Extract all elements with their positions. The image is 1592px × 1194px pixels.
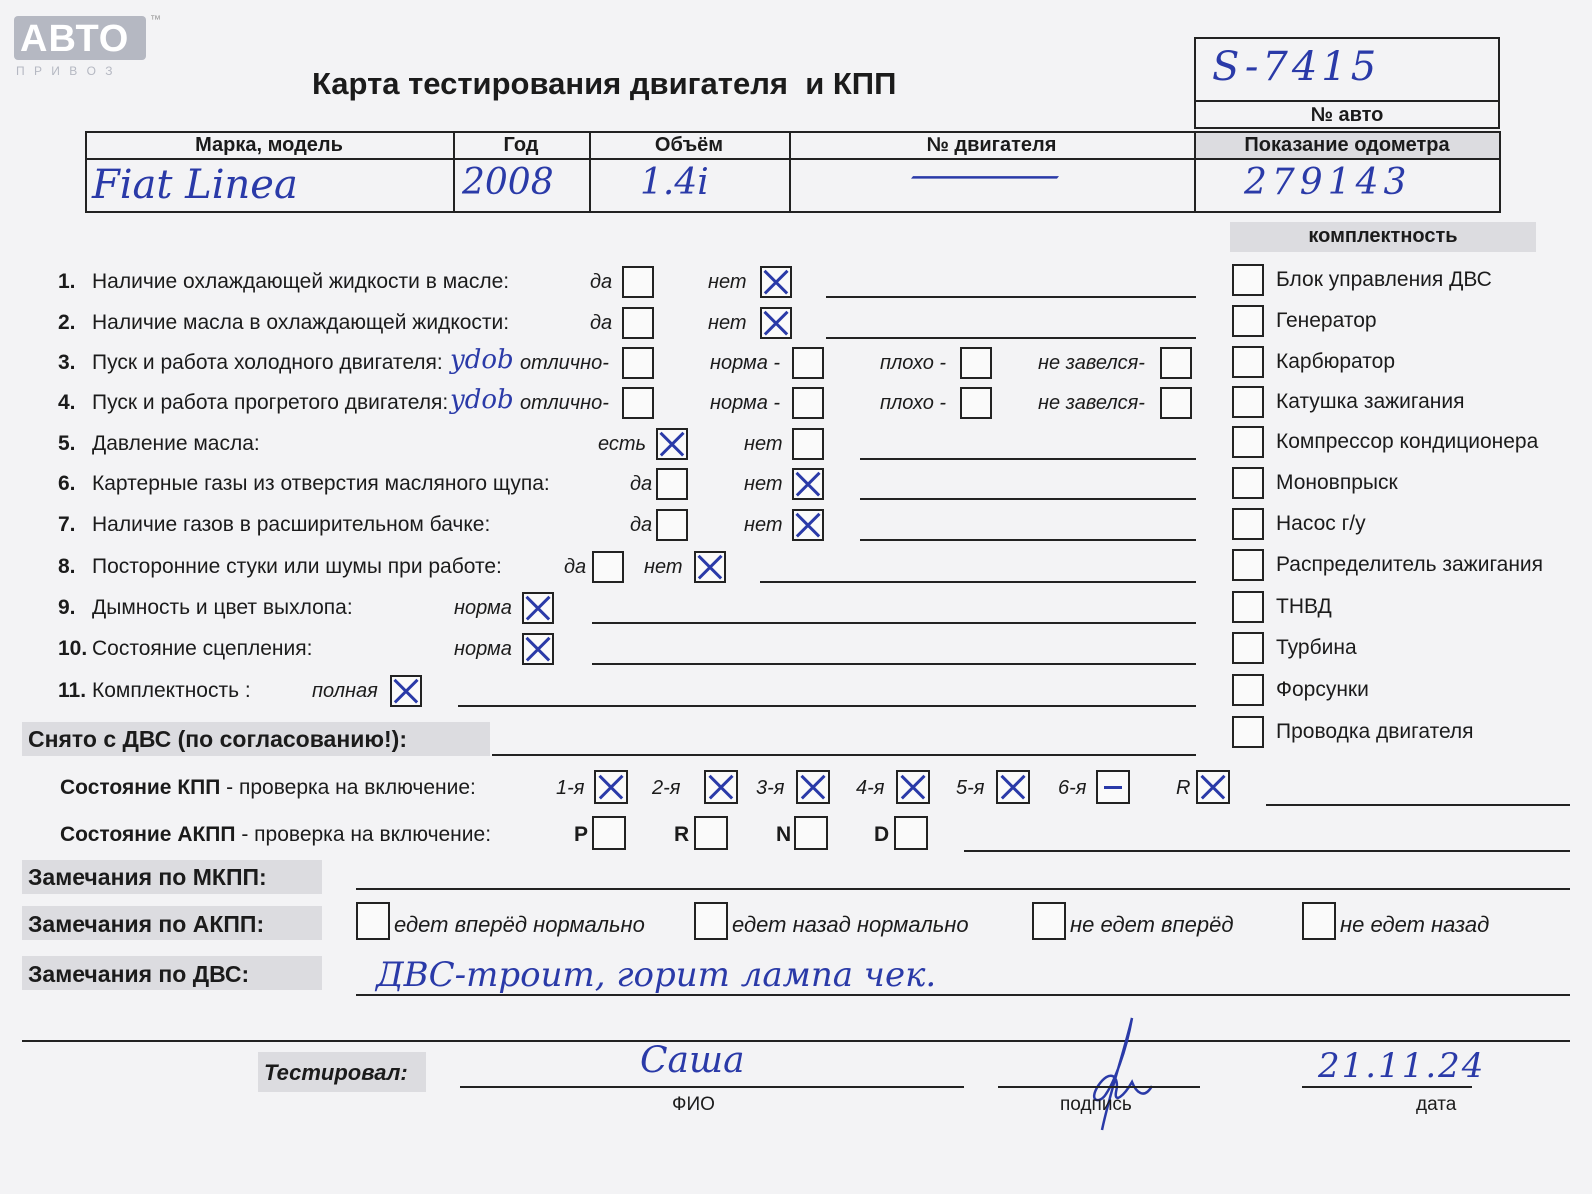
odometer-value: 279143 — [1244, 162, 1412, 203]
akpp-mode-label: P — [574, 823, 589, 846]
akpp-remark-checkbox[interactable] — [1032, 902, 1066, 940]
question-option-label: не завелся- — [1038, 392, 1145, 414]
logo — [14, 16, 146, 60]
akpp-remark-label: едет назад нормально — [732, 912, 969, 937]
akpp-remark-checkbox[interactable] — [694, 902, 728, 940]
fio-value: Саша — [640, 1040, 745, 1081]
remarks-mkpp-label: Замечания по МКПП: — [28, 864, 267, 890]
question-answer-line — [592, 622, 1196, 624]
logo-tm: ™ — [150, 14, 161, 26]
fio-label: ФИО — [672, 1094, 715, 1115]
question-option-checkbox[interactable] — [622, 266, 654, 298]
question-number: 5. — [58, 432, 76, 455]
question-number: 4. — [58, 391, 76, 414]
col-make-model: Марка, модель — [195, 134, 343, 156]
completeness-checkbox[interactable] — [1232, 591, 1264, 623]
completeness-checkbox[interactable] — [1232, 508, 1264, 540]
question-option-label: да — [630, 514, 653, 536]
question-option-checkbox[interactable] — [622, 387, 654, 419]
remarks-dvs-text: ДВС-троит, горит лампа чек. — [376, 955, 937, 995]
question-option-label: да — [630, 473, 653, 495]
kpp-gear-label: 3-я — [756, 777, 785, 799]
tested-label: Тестировал: — [264, 1060, 408, 1085]
col-year: Год — [503, 134, 539, 156]
question-number: 7. — [58, 513, 76, 536]
completeness-checkbox[interactable] — [1232, 674, 1264, 706]
completeness-item-label: Блок управления ДВС — [1276, 268, 1492, 291]
completeness-item-label: Карбюратор — [1276, 350, 1396, 373]
akpp-mode-label: R — [674, 823, 690, 846]
question-option-checkbox[interactable] — [622, 307, 654, 339]
date-label: дата — [1416, 1094, 1457, 1115]
kpp-label: Состояние КПП - проверка на включение: — [60, 776, 476, 799]
question-number: 3. — [58, 351, 76, 374]
question-number: 11. — [58, 679, 87, 702]
col-engine-number: № двигателя — [926, 134, 1057, 156]
question-number: 10. — [58, 637, 88, 660]
completeness-item-label: Катушка зажигания — [1276, 390, 1465, 413]
akpp-mode-label: D — [874, 823, 890, 846]
question-option-checkbox[interactable] — [694, 551, 726, 583]
date-value: 21.11.24 — [1318, 1046, 1486, 1086]
removed-label: Снято с ДВС (по согласованию!): — [28, 726, 407, 752]
question-option-label: да — [590, 271, 613, 293]
question-option-label: да — [590, 312, 613, 334]
question-option-checkbox[interactable] — [592, 551, 624, 583]
kpp-gear-label: 4-я — [856, 777, 885, 799]
page-title: Карта тестирования двигателя и КПП — [312, 66, 897, 101]
question-option-checkbox[interactable] — [390, 675, 422, 707]
signature — [1040, 1012, 1180, 1142]
question-option-label: нет — [644, 556, 683, 578]
completeness-item-label: ТНВД — [1276, 595, 1332, 618]
akpp-remark-checkbox[interactable] — [1302, 902, 1336, 940]
question-answer-line — [826, 337, 1196, 339]
question-text: Наличие охлаждающей жидкости в масле: — [92, 270, 510, 293]
question-option-label: да — [564, 556, 587, 578]
akpp-remark-label: едет вперёд нормально — [394, 912, 645, 937]
completeness-checkbox[interactable] — [1232, 632, 1264, 664]
completeness-checkbox[interactable] — [1232, 467, 1264, 499]
signature-label: подпись — [1060, 1094, 1132, 1115]
question-option-label: норма — [454, 597, 512, 619]
kpp-gear-label: 1-я — [556, 777, 585, 799]
question-text: Состояние сцепления: — [92, 637, 313, 660]
question-option-checkbox[interactable] — [760, 266, 792, 298]
kpp-gear-label: 5-я — [956, 777, 985, 799]
question-number: 8. — [58, 555, 76, 578]
completeness-item-label: Насос г/у — [1276, 512, 1366, 535]
kpp-gear-checkbox[interactable] — [1096, 770, 1130, 804]
question-option-label: норма - — [710, 352, 781, 374]
make-model-value: Fiat Linea — [92, 162, 298, 208]
question-option-checkbox[interactable] — [960, 387, 992, 419]
question-text: Давление масла: — [92, 432, 260, 455]
question-text: Пуск и работа прогретого двигателя: — [92, 391, 449, 414]
question-text: Дымность и цвет выхлопа: — [92, 596, 353, 619]
completeness-checkbox[interactable] — [1232, 305, 1264, 337]
question-text: Картерные газы из отверстия масляного щупа: — [92, 472, 550, 495]
year-value: 2008 — [462, 162, 554, 203]
completeness-title: комплектность — [1308, 225, 1458, 247]
question-option-label: норма — [454, 638, 512, 660]
col-odometer: Показание одометра — [1244, 134, 1450, 156]
question-answer-line — [458, 705, 1196, 707]
question-number: 9. — [58, 596, 76, 619]
question-option-label: плохо - — [880, 352, 947, 374]
akpp-mode-checkbox[interactable] — [794, 816, 828, 850]
question-answer-line — [826, 296, 1196, 298]
completeness-item-label: Проводка двигателя — [1276, 720, 1474, 743]
question-text: Пуск и работа холодного двигателя: — [92, 351, 443, 374]
completeness-checkbox[interactable] — [1232, 716, 1264, 748]
question-handwritten-note: ydob — [450, 345, 514, 375]
question-option-label: нет — [744, 433, 783, 455]
question-text: Посторонние стуки или шумы при работе: — [92, 555, 502, 578]
akpp-mode-checkbox[interactable] — [894, 816, 928, 850]
question-option-checkbox[interactable] — [1160, 347, 1192, 379]
completeness-checkbox[interactable] — [1232, 386, 1264, 418]
question-answer-line — [860, 498, 1196, 500]
question-option-label: отлично- — [520, 352, 609, 374]
kpp-gear-label: R — [1176, 777, 1191, 799]
question-option-label: нет — [744, 514, 783, 536]
logo-text: АВТО — [20, 18, 130, 60]
question-option-checkbox[interactable] — [792, 509, 824, 541]
akpp-label: Состояние АКПП - проверка на включение: — [60, 823, 492, 846]
akpp-mode-label: N — [776, 823, 792, 846]
question-option-checkbox[interactable] — [960, 347, 992, 379]
akpp-mode-checkbox[interactable] — [694, 816, 728, 850]
question-option-label: полная — [312, 680, 378, 702]
kpp-gear-checkbox[interactable] — [704, 770, 738, 804]
question-number: 1. — [58, 270, 76, 293]
question-option-label: нет — [708, 271, 747, 293]
completeness-item-label: Форсунки — [1276, 678, 1369, 701]
volume-value: 1.4i — [640, 162, 709, 203]
question-option-checkbox[interactable] — [522, 592, 554, 624]
question-answer-line — [860, 458, 1196, 460]
auto-number-label: № авто — [1310, 104, 1384, 126]
completeness-checkbox[interactable] — [1232, 426, 1264, 458]
question-option-checkbox[interactable] — [792, 387, 824, 419]
question-number: 2. — [58, 311, 76, 334]
question-answer-line — [760, 581, 1196, 583]
question-option-label: отлично- — [520, 392, 609, 414]
question-option-label: есть — [598, 433, 647, 455]
question-option-checkbox[interactable] — [656, 428, 688, 460]
akpp-remark-label: не едет назад — [1340, 912, 1490, 937]
question-option-label: не завелся- — [1038, 352, 1145, 374]
engine-number-value: — — [905, 152, 1065, 198]
question-option-label: плохо - — [880, 392, 947, 414]
question-option-checkbox[interactable] — [792, 347, 824, 379]
auto-number-value: S-7415 — [1212, 44, 1381, 90]
col-volume: Объём — [654, 134, 724, 156]
kpp-gear-checkbox[interactable] — [896, 770, 930, 804]
question-text: Комплектность : — [92, 679, 251, 702]
question-text: Наличие газов в расширительном бачке: — [92, 513, 491, 536]
akpp-mode-checkbox[interactable] — [592, 816, 626, 850]
completeness-item-label: Моновпрыск — [1276, 471, 1398, 494]
completeness-checkbox[interactable] — [1232, 264, 1264, 296]
question-answer-line — [860, 539, 1196, 541]
question-option-checkbox[interactable] — [622, 347, 654, 379]
question-answer-line — [592, 663, 1196, 665]
completeness-item-label: Компрессор кондиционера — [1276, 430, 1539, 453]
question-option-checkbox[interactable] — [522, 633, 554, 665]
remarks-akpp-label: Замечания по АКПП: — [28, 911, 265, 937]
question-option-checkbox[interactable] — [760, 307, 792, 339]
logo-subtext: П Р И В О З — [16, 64, 116, 78]
question-option-label: нет — [744, 473, 783, 495]
question-number: 6. — [58, 472, 76, 495]
question-option-label: нет — [708, 312, 747, 334]
completeness-item-label: Турбина — [1276, 636, 1357, 659]
kpp-gear-checkbox[interactable] — [996, 770, 1030, 804]
question-option-label: норма - — [710, 392, 781, 414]
kpp-gear-checkbox[interactable] — [1196, 770, 1230, 804]
kpp-gear-label: 2-я — [652, 777, 681, 799]
kpp-gear-label: 6-я — [1058, 777, 1087, 799]
completeness-checkbox[interactable] — [1232, 549, 1264, 581]
completeness-item-label: Генератор — [1276, 309, 1377, 332]
question-handwritten-note: ydob — [450, 385, 514, 415]
question-option-checkbox[interactable] — [1160, 387, 1192, 419]
question-option-checkbox[interactable] — [792, 468, 824, 500]
remarks-dvs-label: Замечания по ДВС: — [28, 961, 250, 987]
kpp-gear-checkbox[interactable] — [796, 770, 830, 804]
question-option-checkbox[interactable] — [656, 509, 688, 541]
completeness-checkbox[interactable] — [1232, 346, 1264, 378]
kpp-gear-checkbox[interactable] — [594, 770, 628, 804]
question-option-checkbox[interactable] — [792, 428, 824, 460]
completeness-item-label: Распределитель зажигания — [1276, 553, 1544, 576]
question-text: Наличие масла в охлаждающей жидкости: — [92, 311, 510, 334]
question-option-checkbox[interactable] — [656, 468, 688, 500]
akpp-remark-label: не едет вперёд — [1070, 912, 1234, 937]
akpp-remark-checkbox[interactable] — [356, 902, 390, 940]
